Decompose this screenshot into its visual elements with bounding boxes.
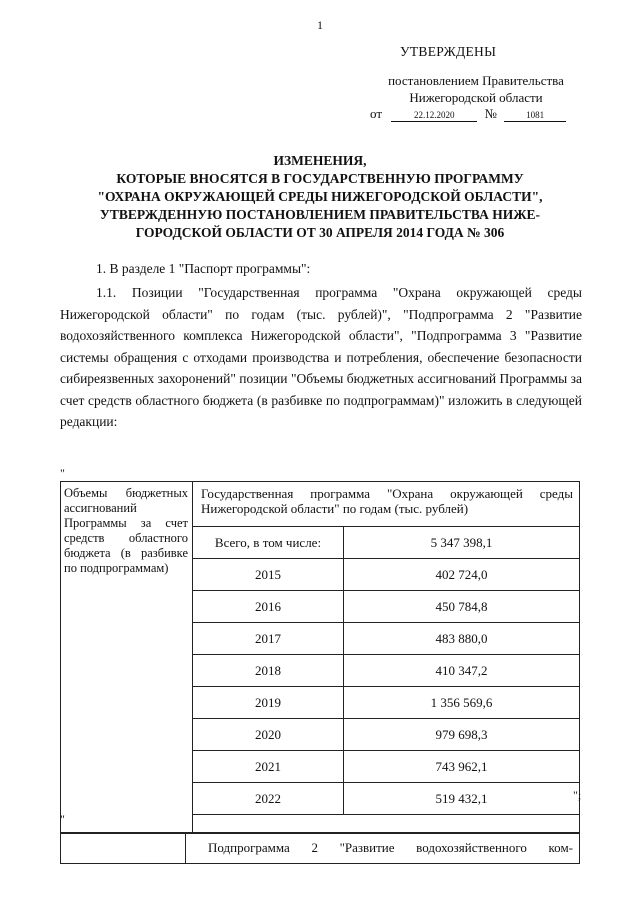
row-value: 519 432,1 <box>344 783 580 815</box>
page-number: 1 <box>317 18 323 32</box>
document-title <box>60 152 580 242</box>
resolution-number: 1081 <box>504 109 566 122</box>
paragraph-1-1-text: 1.1. Позиции "Государственная программа "Охрана окружающей среды Нижегородской области" по годам (тыс. рублей)", "Подпрограмма 2 "Развитие водохозяйственного комплекса Нижегородской области", "Подпрограмма 3 "Развитие системы обращения с отходами производства и потребления, обеспечение безопасности сибиреязвенных захоронений" позиции "Объемы бюджетных ассигнований Программы за счет средств областного бюджета (в разбивке по подпрограммам)" изложить в следующей редакции: <box>60 285 582 429</box>
row-label: 2021 <box>193 751 344 783</box>
title-line: УТВЕРЖДЕННУЮ ПОСТАНОВЛЕНИЕМ ПРАВИТЕЛЬСТВА НИЖЕ- <box>99 207 541 222</box>
row-label: 2022 <box>193 783 344 815</box>
approval-authority-line-2: Нижегородской области <box>409 90 543 105</box>
row-value: 979 698,3 <box>344 719 580 751</box>
title-line: ИЗМЕНЕНИЯ, <box>273 153 367 168</box>
row-value: 483 880,0 <box>344 623 580 655</box>
row-label: 2015 <box>193 559 344 591</box>
from-label: от <box>370 106 383 121</box>
table-row <box>61 833 580 864</box>
subprogram-table <box>60 832 580 864</box>
table-spacer <box>193 815 580 834</box>
subprogram-label-cell <box>61 833 186 864</box>
budget-table <box>60 481 580 834</box>
row-label: 2018 <box>193 655 344 687</box>
quote-open: " <box>60 466 65 480</box>
subprogram-2-heading: Подпрограмма 2 "Развитие водохозяйственного ком- <box>186 833 580 864</box>
approval-authority-line-1: постановлением Правительства <box>388 73 564 88</box>
row-label: 2019 <box>193 687 344 719</box>
row-value: 1 356 569,6 <box>344 687 580 719</box>
title-line: "ОХРАНА ОКРУЖАЮЩЕЙ СРЕДЫ НИЖЕГОРОДСКОЙ ОБЛАСТИ", <box>97 189 543 204</box>
row-value: 402 724,0 <box>344 559 580 591</box>
row-value: 450 784,8 <box>344 591 580 623</box>
approved-heading: УТВЕРЖДЕНЫ <box>400 44 497 59</box>
quote-open-2: " <box>60 812 65 826</box>
paragraph-1-1 <box>60 282 582 433</box>
row-label: 2017 <box>193 623 344 655</box>
title-line: ГОРОДСКОЙ ОБЛАСТИ ОТ 30 АПРЕЛЯ 2014 ГОДА № 306 <box>135 225 505 240</box>
number-label: № <box>484 106 497 121</box>
paragraph-1: 1. В разделе 1 "Паспорт программы": <box>96 261 311 276</box>
row-label: 2016 <box>193 591 344 623</box>
title-line: КОТОРЫЕ ВНОСЯТСЯ В ГОСУДАРСТВЕННУЮ ПРОГРАММУ <box>116 171 524 186</box>
approval-authority <box>356 72 596 106</box>
resolution-date-line <box>370 106 566 122</box>
row-label: 2020 <box>193 719 344 751</box>
budget-row-label: Объемы бюджетных ассигнований Программы за счет средств областного бюджета (в разбивке по подпрограммам) <box>61 482 193 834</box>
row-label: Всего, в том числе: <box>193 527 344 559</box>
row-value: 410 347,2 <box>344 655 580 687</box>
resolution-date: 22.12.2020 <box>391 109 477 122</box>
row-value: 5 347 398,1 <box>344 527 580 559</box>
budget-table-header: Государственная программа "Охрана окружающей среды Нижегородской области" по годам (тыс. рублей) <box>193 482 580 527</box>
quote-close: "; <box>573 788 582 802</box>
row-value: 743 962,1 <box>344 751 580 783</box>
